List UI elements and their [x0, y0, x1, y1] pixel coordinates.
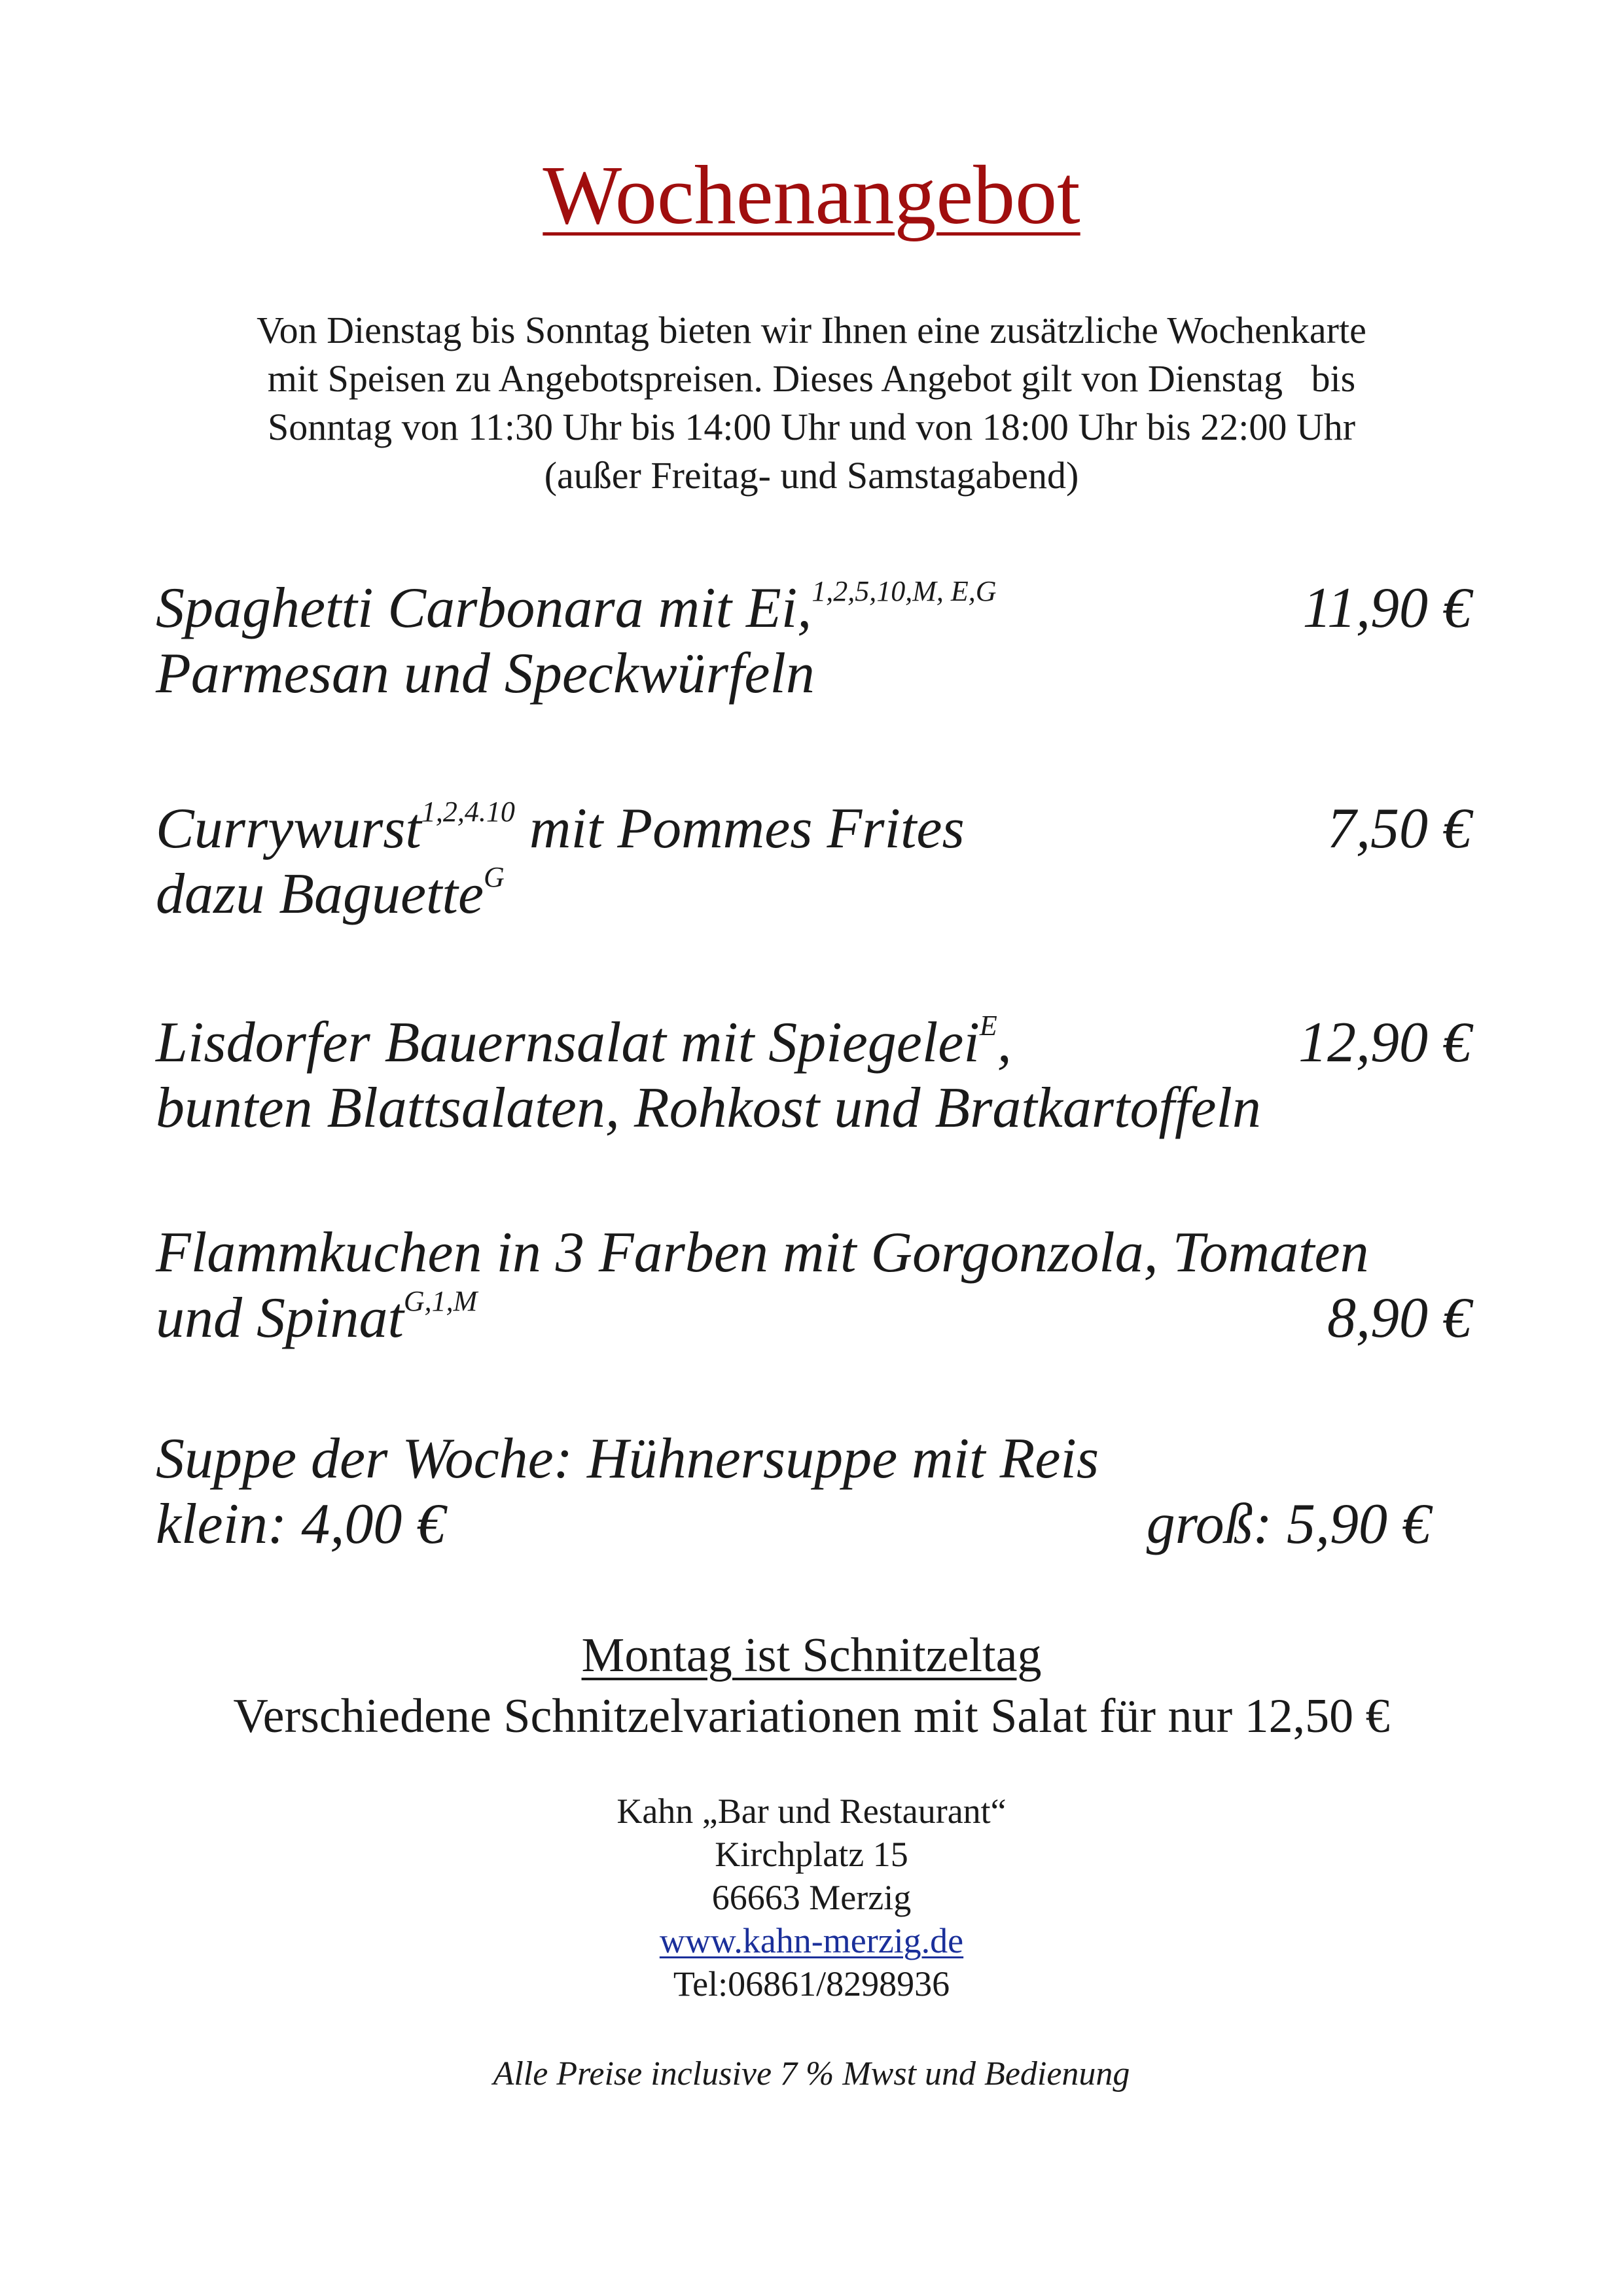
restaurant-name: Kahn „Bar und Restaurant“: [616, 1792, 1007, 1831]
dish-price: 8,90 €: [1327, 1286, 1471, 1350]
dish-description: dazu Baguette: [156, 862, 484, 926]
intro-text: [0, 306, 1623, 500]
dish-name-continued: mit Pommes Frites: [514, 797, 965, 860]
intro-line: Von Dienstag bis Sonntag bieten wir Ihnen eine zusätzliche Wochenkarte: [257, 309, 1366, 351]
allergen-codes: 1,2,5,10,M, E,G: [812, 575, 997, 607]
price-footnote: Alle Preise inclusive 7 % Mwst und Bedienung: [493, 2055, 1130, 2093]
page-title: Wochenangebot: [543, 149, 1080, 241]
intro-line: Sonntag von 11:30 Uhr bis 14:00 Uhr und von 18:00 Uhr bis 22:00 Uhr: [267, 406, 1356, 448]
dish-description: und Spinat: [156, 1286, 404, 1350]
allergen-codes: G: [484, 861, 505, 893]
dish-description: bunten Blattsalaten, Rohkost und Bratkartoffeln: [156, 1076, 1261, 1140]
allergen-codes: 1,2,4.10: [421, 796, 515, 828]
street: Kirchplatz 15: [715, 1835, 908, 1874]
allergen-codes: E: [979, 1010, 997, 1042]
dish-flammkuchen: [156, 1220, 1471, 1351]
soup-small-price: klein: 4,00 €: [156, 1492, 446, 1556]
soup-large-price: groß: 5,90 €: [1146, 1492, 1431, 1556]
allergen-codes: G,1,M: [403, 1285, 478, 1317]
dish-spaghetti-carbonara: [156, 576, 1471, 707]
dish-price: 7,50 €: [1327, 797, 1471, 860]
intro-line: (außer Freitag- und Samstagabend): [544, 454, 1079, 497]
intro-line: mit Speisen zu Angebotspreisen. Dieses Angebot gilt von Dienstag bis: [267, 357, 1356, 400]
website-link[interactable]: www.kahn-merzig.de: [659, 1921, 964, 1960]
monday-offer-text: Verschiedene Schnitzelvariationen mit Salat für nur 12,50 €: [233, 1689, 1390, 1743]
monday-heading: Montag ist Schnitzeltag: [581, 1629, 1042, 1682]
dish-name: Spaghetti Carbonara mit Ei,: [156, 576, 812, 640]
dish-name: Currywurst: [156, 797, 421, 860]
soup-title: Suppe der Woche: Hühnersuppe mit Reis: [156, 1427, 1099, 1491]
dish-name: Flammkuchen in 3 Farben mit Gorgonzola, Tomaten: [156, 1221, 1369, 1284]
city: 66663 Merzig: [711, 1878, 912, 1917]
phone: Tel:06861/8298936: [673, 1964, 950, 2004]
dish-name-continued: ,: [997, 1011, 1012, 1074]
dish-name: Lisdorfer Bauernsalat mit Spiegelei: [156, 1011, 980, 1074]
soup-of-the-week: [156, 1426, 1471, 1557]
dish-description: Parmesan und Speckwürfeln: [156, 642, 815, 705]
dish-bauernsalat: [156, 1010, 1471, 1141]
dish-currywurst: [156, 796, 1471, 927]
restaurant-address: [0, 1790, 1623, 2005]
dish-price: 12,90 €: [1298, 1011, 1471, 1074]
dish-price: 11,90 €: [1302, 576, 1471, 640]
